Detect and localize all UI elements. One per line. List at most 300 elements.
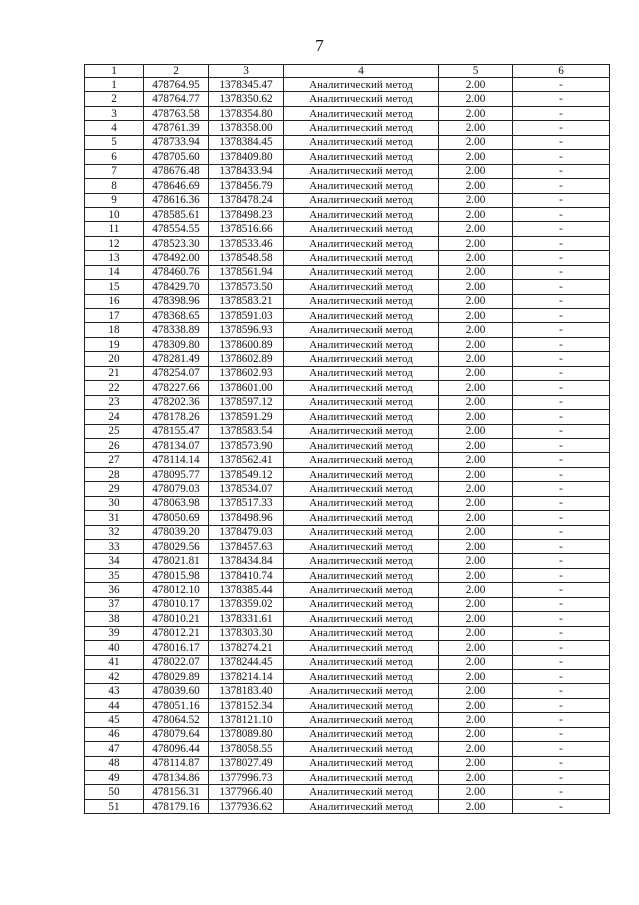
- x-coordinate-cell: 478134.86: [144, 771, 209, 785]
- y-coordinate-cell: 1378479.03: [209, 525, 284, 539]
- y-coordinate-cell: 1378214.14: [209, 669, 284, 683]
- y-coordinate-cell: 1378516.66: [209, 222, 284, 236]
- y-coordinate-cell: 1378345.47: [209, 78, 284, 92]
- accuracy-cell: 2.00: [439, 366, 513, 380]
- point-number-cell: 34: [85, 554, 144, 568]
- point-number-cell: 50: [85, 785, 144, 799]
- column-header: 6: [513, 65, 610, 78]
- table-row: [85, 655, 610, 669]
- y-coordinate-cell: 1378562.41: [209, 453, 284, 467]
- x-coordinate-cell: 478050.69: [144, 511, 209, 525]
- accuracy-cell: 2.00: [439, 323, 513, 337]
- point-number-cell: 19: [85, 337, 144, 351]
- x-coordinate-cell: 478309.80: [144, 337, 209, 351]
- accuracy-cell: 2.00: [439, 453, 513, 467]
- x-coordinate-cell: 478761.39: [144, 121, 209, 135]
- method-cell: Аналитический метод: [284, 597, 439, 611]
- point-number-cell: 42: [85, 669, 144, 683]
- point-number-cell: 39: [85, 626, 144, 640]
- point-number-cell: 4: [85, 121, 144, 135]
- y-coordinate-cell: 1378410.74: [209, 568, 284, 582]
- x-coordinate-cell: 478029.56: [144, 540, 209, 554]
- x-coordinate-cell: 478763.58: [144, 106, 209, 120]
- method-cell: Аналитический метод: [284, 641, 439, 655]
- x-coordinate-cell: 478039.20: [144, 525, 209, 539]
- method-cell: Аналитический метод: [284, 540, 439, 554]
- y-coordinate-cell: 1378583.21: [209, 294, 284, 308]
- x-coordinate-cell: 478705.60: [144, 150, 209, 164]
- table-header-row: [85, 65, 610, 78]
- y-coordinate-cell: 1378573.50: [209, 280, 284, 294]
- accuracy-cell: 2.00: [439, 179, 513, 193]
- table-row: [85, 280, 610, 294]
- method-cell: Аналитический метод: [284, 106, 439, 120]
- method-cell: Аналитический метод: [284, 482, 439, 496]
- table-row: [85, 251, 610, 265]
- note-cell: -: [513, 698, 610, 712]
- method-cell: Аналитический метод: [284, 626, 439, 640]
- method-cell: Аналитический метод: [284, 698, 439, 712]
- y-coordinate-cell: 1378384.45: [209, 135, 284, 149]
- x-coordinate-cell: 478254.07: [144, 366, 209, 380]
- y-coordinate-cell: 1378331.61: [209, 612, 284, 626]
- note-cell: -: [513, 164, 610, 178]
- y-coordinate-cell: 1378358.00: [209, 121, 284, 135]
- accuracy-cell: 2.00: [439, 352, 513, 366]
- note-cell: -: [513, 727, 610, 741]
- method-cell: Аналитический метод: [284, 756, 439, 770]
- table-row: [85, 438, 610, 452]
- accuracy-cell: 2.00: [439, 785, 513, 799]
- y-coordinate-cell: 1378561.94: [209, 265, 284, 279]
- note-cell: -: [513, 655, 610, 669]
- point-number-cell: 44: [85, 698, 144, 712]
- x-coordinate-cell: 478676.48: [144, 164, 209, 178]
- point-number-cell: 49: [85, 771, 144, 785]
- accuracy-cell: 2.00: [439, 742, 513, 756]
- x-coordinate-cell: 478051.16: [144, 698, 209, 712]
- table-row: [85, 713, 610, 727]
- x-coordinate-cell: 478021.81: [144, 554, 209, 568]
- x-coordinate-cell: 478039.60: [144, 684, 209, 698]
- method-cell: Аналитический метод: [284, 799, 439, 813]
- method-cell: Аналитический метод: [284, 410, 439, 424]
- note-cell: -: [513, 453, 610, 467]
- note-cell: -: [513, 337, 610, 351]
- table-row: [85, 410, 610, 424]
- x-coordinate-cell: 478010.21: [144, 612, 209, 626]
- note-cell: -: [513, 597, 610, 611]
- note-cell: -: [513, 135, 610, 149]
- x-coordinate-cell: 478733.94: [144, 135, 209, 149]
- method-cell: Аналитический метод: [284, 453, 439, 467]
- accuracy-cell: 2.00: [439, 771, 513, 785]
- page-number: 7: [315, 36, 324, 55]
- table-row: [85, 496, 610, 510]
- accuracy-cell: 2.00: [439, 467, 513, 481]
- point-number-cell: 20: [85, 352, 144, 366]
- point-number-cell: 14: [85, 265, 144, 279]
- accuracy-cell: 2.00: [439, 193, 513, 207]
- table-row: [85, 179, 610, 193]
- note-cell: -: [513, 381, 610, 395]
- x-coordinate-cell: 478096.44: [144, 742, 209, 756]
- y-coordinate-cell: 1378456.79: [209, 179, 284, 193]
- column-header: 1: [85, 65, 144, 78]
- accuracy-cell: 2.00: [439, 540, 513, 554]
- y-coordinate-cell: 1378274.21: [209, 641, 284, 655]
- x-coordinate-cell: 478429.70: [144, 280, 209, 294]
- accuracy-cell: 2.00: [439, 121, 513, 135]
- note-cell: -: [513, 78, 610, 92]
- y-coordinate-cell: 1378385.44: [209, 583, 284, 597]
- accuracy-cell: 2.00: [439, 337, 513, 351]
- point-number-cell: 22: [85, 381, 144, 395]
- note-cell: -: [513, 352, 610, 366]
- point-number-cell: 10: [85, 207, 144, 221]
- method-cell: Аналитический метод: [284, 438, 439, 452]
- table-row: [85, 669, 610, 683]
- method-cell: Аналитический метод: [284, 251, 439, 265]
- y-coordinate-cell: 1378602.93: [209, 366, 284, 380]
- table-row: [85, 366, 610, 380]
- y-coordinate-cell: 1378549.12: [209, 467, 284, 481]
- table-row: [85, 207, 610, 221]
- column-header: 4: [284, 65, 439, 78]
- accuracy-cell: 2.00: [439, 597, 513, 611]
- note-cell: -: [513, 395, 610, 409]
- column-header: 5: [439, 65, 513, 78]
- point-number-cell: 26: [85, 438, 144, 452]
- y-coordinate-cell: 1378121.10: [209, 713, 284, 727]
- x-coordinate-cell: 478029.89: [144, 669, 209, 683]
- accuracy-cell: 2.00: [439, 525, 513, 539]
- coordinates-table: [84, 64, 610, 814]
- method-cell: Аналитический метод: [284, 207, 439, 221]
- point-number-cell: 12: [85, 236, 144, 250]
- accuracy-cell: 2.00: [439, 280, 513, 294]
- table-row: [85, 525, 610, 539]
- x-coordinate-cell: 478015.98: [144, 568, 209, 582]
- note-cell: -: [513, 236, 610, 250]
- column-header: 3: [209, 65, 284, 78]
- accuracy-cell: 2.00: [439, 265, 513, 279]
- method-cell: Аналитический метод: [284, 395, 439, 409]
- note-cell: -: [513, 612, 610, 626]
- accuracy-cell: 2.00: [439, 222, 513, 236]
- table-row: [85, 641, 610, 655]
- note-cell: -: [513, 771, 610, 785]
- y-coordinate-cell: 1378583.54: [209, 424, 284, 438]
- note-cell: -: [513, 106, 610, 120]
- point-number-cell: 40: [85, 641, 144, 655]
- method-cell: Аналитический метод: [284, 150, 439, 164]
- note-cell: -: [513, 626, 610, 640]
- x-coordinate-cell: 478202.36: [144, 395, 209, 409]
- y-coordinate-cell: 1377996.73: [209, 771, 284, 785]
- table-row: [85, 453, 610, 467]
- table-body: [85, 65, 610, 814]
- accuracy-cell: 2.00: [439, 626, 513, 640]
- method-cell: Аналитический метод: [284, 583, 439, 597]
- point-number-cell: 24: [85, 410, 144, 424]
- x-coordinate-cell: 478155.47: [144, 424, 209, 438]
- y-coordinate-cell: 1378596.93: [209, 323, 284, 337]
- x-coordinate-cell: 478523.30: [144, 236, 209, 250]
- y-coordinate-cell: 1378027.49: [209, 756, 284, 770]
- method-cell: Аналитический метод: [284, 164, 439, 178]
- method-cell: Аналитический метод: [284, 742, 439, 756]
- table-row: [85, 135, 610, 149]
- method-cell: Аналитический метод: [284, 337, 439, 351]
- note-cell: -: [513, 251, 610, 265]
- method-cell: Аналитический метод: [284, 727, 439, 741]
- table-row: [85, 612, 610, 626]
- table-row: [85, 540, 610, 554]
- x-coordinate-cell: 478079.03: [144, 482, 209, 496]
- table-row: [85, 583, 610, 597]
- accuracy-cell: 2.00: [439, 669, 513, 683]
- y-coordinate-cell: 1378433.94: [209, 164, 284, 178]
- y-coordinate-cell: 1377966.40: [209, 785, 284, 799]
- point-number-cell: 11: [85, 222, 144, 236]
- x-coordinate-cell: 478764.95: [144, 78, 209, 92]
- note-cell: -: [513, 424, 610, 438]
- table-row: [85, 554, 610, 568]
- accuracy-cell: 2.00: [439, 150, 513, 164]
- method-cell: Аналитический метод: [284, 381, 439, 395]
- note-cell: -: [513, 799, 610, 813]
- point-number-cell: 18: [85, 323, 144, 337]
- y-coordinate-cell: 1378533.46: [209, 236, 284, 250]
- y-coordinate-cell: 1378152.34: [209, 698, 284, 712]
- table-row: [85, 150, 610, 164]
- note-cell: -: [513, 525, 610, 539]
- point-number-cell: 33: [85, 540, 144, 554]
- accuracy-cell: 2.00: [439, 554, 513, 568]
- accuracy-cell: 2.00: [439, 438, 513, 452]
- table-row: [85, 309, 610, 323]
- x-coordinate-cell: 478585.61: [144, 207, 209, 221]
- accuracy-cell: 2.00: [439, 756, 513, 770]
- method-cell: Аналитический метод: [284, 568, 439, 582]
- accuracy-cell: 2.00: [439, 727, 513, 741]
- note-cell: -: [513, 193, 610, 207]
- accuracy-cell: 2.00: [439, 164, 513, 178]
- note-cell: -: [513, 641, 610, 655]
- note-cell: -: [513, 294, 610, 308]
- point-number-cell: 2: [85, 92, 144, 106]
- y-coordinate-cell: 1378600.89: [209, 337, 284, 351]
- point-number-cell: 37: [85, 597, 144, 611]
- note-cell: -: [513, 323, 610, 337]
- table-row: [85, 756, 610, 770]
- point-number-cell: 46: [85, 727, 144, 741]
- table-row: [85, 121, 610, 135]
- y-coordinate-cell: 1378597.12: [209, 395, 284, 409]
- x-coordinate-cell: 478227.66: [144, 381, 209, 395]
- accuracy-cell: 2.00: [439, 568, 513, 582]
- table-row: [85, 511, 610, 525]
- y-coordinate-cell: 1378573.90: [209, 438, 284, 452]
- x-coordinate-cell: 478281.49: [144, 352, 209, 366]
- x-coordinate-cell: 478114.14: [144, 453, 209, 467]
- accuracy-cell: 2.00: [439, 482, 513, 496]
- accuracy-cell: 2.00: [439, 612, 513, 626]
- x-coordinate-cell: 478010.17: [144, 597, 209, 611]
- point-number-cell: 48: [85, 756, 144, 770]
- x-coordinate-cell: 478616.36: [144, 193, 209, 207]
- note-cell: -: [513, 482, 610, 496]
- note-cell: -: [513, 265, 610, 279]
- accuracy-cell: 2.00: [439, 655, 513, 669]
- note-cell: -: [513, 554, 610, 568]
- point-number-cell: 28: [85, 467, 144, 481]
- method-cell: Аналитический метод: [284, 323, 439, 337]
- method-cell: Аналитический метод: [284, 236, 439, 250]
- method-cell: Аналитический метод: [284, 265, 439, 279]
- accuracy-cell: 2.00: [439, 106, 513, 120]
- table-row: [85, 626, 610, 640]
- point-number-cell: 47: [85, 742, 144, 756]
- note-cell: -: [513, 222, 610, 236]
- table-row: [85, 92, 610, 106]
- note-cell: -: [513, 669, 610, 683]
- y-coordinate-cell: 1378602.89: [209, 352, 284, 366]
- table-row: [85, 193, 610, 207]
- point-number-cell: 5: [85, 135, 144, 149]
- table-row: [85, 684, 610, 698]
- point-number-cell: 16: [85, 294, 144, 308]
- method-cell: Аналитический метод: [284, 612, 439, 626]
- y-coordinate-cell: 1378244.45: [209, 655, 284, 669]
- x-coordinate-cell: 478554.55: [144, 222, 209, 236]
- x-coordinate-cell: 478764.77: [144, 92, 209, 106]
- y-coordinate-cell: 1378517.33: [209, 496, 284, 510]
- y-coordinate-cell: 1378058.55: [209, 742, 284, 756]
- y-coordinate-cell: 1377936.62: [209, 799, 284, 813]
- x-coordinate-cell: 478079.64: [144, 727, 209, 741]
- x-coordinate-cell: 478134.07: [144, 438, 209, 452]
- point-number-cell: 31: [85, 511, 144, 525]
- y-coordinate-cell: 1378434.84: [209, 554, 284, 568]
- point-number-cell: 21: [85, 366, 144, 380]
- x-coordinate-cell: 478022.07: [144, 655, 209, 669]
- x-coordinate-cell: 478460.76: [144, 265, 209, 279]
- note-cell: -: [513, 92, 610, 106]
- method-cell: Аналитический метод: [284, 467, 439, 481]
- table-row: [85, 106, 610, 120]
- note-cell: -: [513, 121, 610, 135]
- point-number-cell: 7: [85, 164, 144, 178]
- point-number-cell: 6: [85, 150, 144, 164]
- accuracy-cell: 2.00: [439, 684, 513, 698]
- table-row: [85, 698, 610, 712]
- y-coordinate-cell: 1378183.40: [209, 684, 284, 698]
- accuracy-cell: 2.00: [439, 395, 513, 409]
- x-coordinate-cell: 478178.26: [144, 410, 209, 424]
- x-coordinate-cell: 478095.77: [144, 467, 209, 481]
- point-number-cell: 8: [85, 179, 144, 193]
- accuracy-cell: 2.00: [439, 641, 513, 655]
- note-cell: -: [513, 713, 610, 727]
- point-number-cell: 51: [85, 799, 144, 813]
- point-number-cell: 35: [85, 568, 144, 582]
- method-cell: Аналитический метод: [284, 222, 439, 236]
- point-number-cell: 17: [85, 309, 144, 323]
- method-cell: Аналитический метод: [284, 121, 439, 135]
- method-cell: Аналитический метод: [284, 92, 439, 106]
- y-coordinate-cell: 1378354.80: [209, 106, 284, 120]
- note-cell: -: [513, 684, 610, 698]
- point-number-cell: 38: [85, 612, 144, 626]
- x-coordinate-cell: 478492.00: [144, 251, 209, 265]
- y-coordinate-cell: 1378303.30: [209, 626, 284, 640]
- table-row: [85, 164, 610, 178]
- table-row: [85, 222, 610, 236]
- method-cell: Аналитический метод: [284, 309, 439, 323]
- x-coordinate-cell: 478156.31: [144, 785, 209, 799]
- note-cell: -: [513, 438, 610, 452]
- note-cell: -: [513, 568, 610, 582]
- table-row: [85, 727, 610, 741]
- x-coordinate-cell: 478368.65: [144, 309, 209, 323]
- accuracy-cell: 2.00: [439, 496, 513, 510]
- y-coordinate-cell: 1378534.07: [209, 482, 284, 496]
- table-row: [85, 771, 610, 785]
- table-row: [85, 294, 610, 308]
- y-coordinate-cell: 1378478.24: [209, 193, 284, 207]
- note-cell: -: [513, 280, 610, 294]
- accuracy-cell: 2.00: [439, 713, 513, 727]
- note-cell: -: [513, 150, 610, 164]
- x-coordinate-cell: 478398.96: [144, 294, 209, 308]
- point-number-cell: 23: [85, 395, 144, 409]
- x-coordinate-cell: 478064.52: [144, 713, 209, 727]
- note-cell: -: [513, 496, 610, 510]
- method-cell: Аналитический метод: [284, 713, 439, 727]
- x-coordinate-cell: 478012.10: [144, 583, 209, 597]
- y-coordinate-cell: 1378601.00: [209, 381, 284, 395]
- accuracy-cell: 2.00: [439, 207, 513, 221]
- note-cell: -: [513, 785, 610, 799]
- table-row: [85, 597, 610, 611]
- point-number-cell: 32: [85, 525, 144, 539]
- method-cell: Аналитический метод: [284, 554, 439, 568]
- table-row: [85, 323, 610, 337]
- accuracy-cell: 2.00: [439, 799, 513, 813]
- method-cell: Аналитический метод: [284, 496, 439, 510]
- note-cell: -: [513, 467, 610, 481]
- table-row: [85, 337, 610, 351]
- method-cell: Аналитический метод: [284, 135, 439, 149]
- method-cell: Аналитический метод: [284, 669, 439, 683]
- method-cell: Аналитический метод: [284, 785, 439, 799]
- accuracy-cell: 2.00: [439, 236, 513, 250]
- point-number-cell: 41: [85, 655, 144, 669]
- table-row: [85, 799, 610, 813]
- y-coordinate-cell: 1378498.23: [209, 207, 284, 221]
- y-coordinate-cell: 1378359.02: [209, 597, 284, 611]
- table-row: [85, 236, 610, 250]
- table-row: [85, 352, 610, 366]
- method-cell: Аналитический метод: [284, 294, 439, 308]
- accuracy-cell: 2.00: [439, 698, 513, 712]
- method-cell: Аналитический метод: [284, 280, 439, 294]
- accuracy-cell: 2.00: [439, 424, 513, 438]
- accuracy-cell: 2.00: [439, 251, 513, 265]
- point-number-cell: 29: [85, 482, 144, 496]
